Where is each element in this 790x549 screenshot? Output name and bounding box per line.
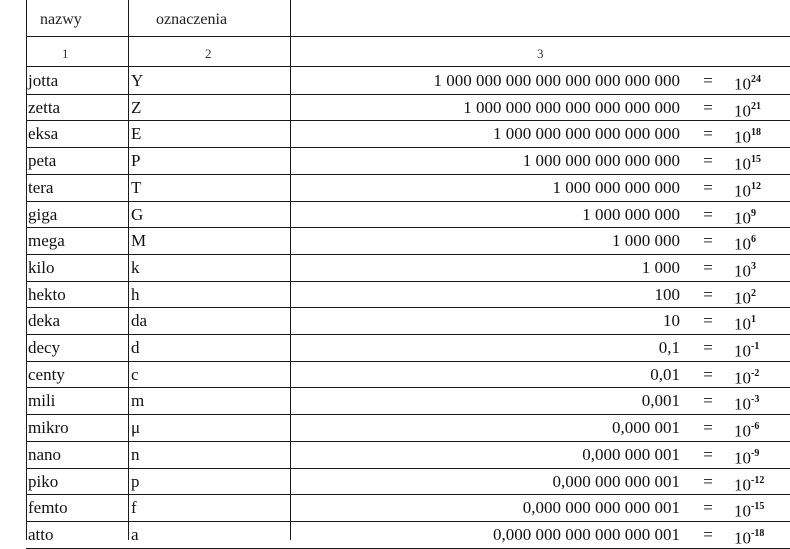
equals-sign: = xyxy=(703,151,713,171)
power-exponent: -6 xyxy=(751,421,760,433)
power-of-ten xyxy=(734,473,764,494)
power-base: 10 xyxy=(734,261,751,281)
power-exponent: 9 xyxy=(751,207,756,219)
prefix-symbol: da xyxy=(131,311,148,331)
column-number-divider xyxy=(26,66,790,67)
prefix-value: 0,000 001 xyxy=(612,418,680,438)
prefix-name: atto xyxy=(28,524,54,544)
row-divider xyxy=(26,307,790,308)
power-base: 10 xyxy=(734,368,751,388)
prefix-symbol: d xyxy=(131,338,140,357)
equals-sign: = xyxy=(703,444,713,464)
prefix-symbol: h xyxy=(131,284,140,304)
prefix-name: eksa xyxy=(28,124,59,144)
prefix-name: zetta xyxy=(28,97,61,117)
power-exponent: -18 xyxy=(751,527,765,539)
prefix-name: peta xyxy=(28,151,57,171)
prefix-symbol: f xyxy=(131,498,137,518)
row-divider xyxy=(26,361,790,362)
prefix-symbol: p xyxy=(131,471,140,491)
prefix-value: 0,01 xyxy=(650,364,680,384)
equals-sign: = xyxy=(703,498,713,518)
equals-sign: = xyxy=(703,418,713,438)
power-base: 10 xyxy=(734,234,751,254)
prefix-name: decy xyxy=(28,338,61,357)
power-of-ten xyxy=(734,72,761,93)
prefix-name: centy xyxy=(28,364,65,384)
row-divider xyxy=(26,468,790,469)
prefix-name: nano xyxy=(28,444,62,464)
row-divider xyxy=(26,227,790,228)
power-base: 10 xyxy=(734,421,751,441)
power-exponent: 6 xyxy=(751,234,756,246)
equals-sign: = xyxy=(703,177,713,197)
power-of-ten xyxy=(734,339,759,360)
power-base: 10 xyxy=(734,395,751,415)
power-of-ten xyxy=(734,179,761,200)
power-exponent: 1 xyxy=(751,314,756,326)
power-base: 10 xyxy=(734,475,751,495)
column-divider xyxy=(128,0,129,540)
prefix-value: 0,000 000 001 xyxy=(582,444,680,464)
prefix-value: 0,000 000 000 000 001 xyxy=(522,498,680,518)
prefix-name: deka xyxy=(28,311,61,331)
prefix-value: 0,001 xyxy=(641,391,680,411)
prefix-name: mili xyxy=(28,391,56,411)
prefix-symbol: a xyxy=(131,524,139,544)
left-border xyxy=(26,0,27,540)
prefix-symbol: E xyxy=(131,124,142,144)
prefix-value: 1 000 000 000 000 000 000 000 xyxy=(463,97,680,117)
prefix-symbol: m xyxy=(131,391,145,411)
power-of-ten xyxy=(734,392,759,413)
power-of-ten xyxy=(734,232,756,253)
prefix-value: 1 000 000 000 000 000 xyxy=(522,151,680,171)
power-exponent: 24 xyxy=(751,74,761,85)
power-of-ten xyxy=(734,152,761,173)
row-divider xyxy=(26,201,790,202)
header-names: nazwy xyxy=(40,11,82,28)
power-of-ten xyxy=(734,499,764,520)
row-divider xyxy=(26,281,790,282)
row-divider xyxy=(26,174,790,175)
power-base: 10 xyxy=(734,74,751,94)
equals-sign: = xyxy=(703,284,713,304)
prefix-symbol: c xyxy=(131,364,139,384)
prefix-value: 1 000 000 000 000 000 000 xyxy=(493,124,680,144)
row-divider xyxy=(26,147,790,148)
power-base: 10 xyxy=(734,528,751,548)
power-base: 10 xyxy=(734,128,751,148)
power-exponent: 21 xyxy=(751,100,761,112)
equals-sign: = xyxy=(703,311,713,331)
power-of-ten xyxy=(734,446,759,467)
equals-sign: = xyxy=(703,257,713,277)
power-exponent: -12 xyxy=(751,474,765,486)
prefix-value: 1 000 000 xyxy=(612,231,680,251)
power-exponent: 12 xyxy=(751,180,761,192)
prefix-symbol: M xyxy=(131,231,147,251)
equals-sign: = xyxy=(703,524,713,544)
row-divider xyxy=(26,334,790,335)
row-divider xyxy=(26,120,790,121)
power-base: 10 xyxy=(734,154,751,174)
power-exponent: 18 xyxy=(751,127,761,139)
column-number-2: 2 xyxy=(205,46,212,61)
power-base: 10 xyxy=(734,101,751,121)
prefix-value: 100 xyxy=(654,284,680,304)
prefix-name: giga xyxy=(28,204,58,224)
power-of-ten xyxy=(734,366,759,387)
column-number-1: 1 xyxy=(62,46,69,61)
power-of-ten xyxy=(734,206,756,227)
power-base: 10 xyxy=(734,208,751,228)
power-base: 10 xyxy=(734,181,751,201)
power-exponent: 15 xyxy=(751,154,761,166)
power-of-ten xyxy=(734,526,764,547)
prefix-value: 0,000 000 000 000 000 001 xyxy=(493,524,680,544)
power-exponent: -2 xyxy=(751,367,760,379)
prefix-symbol: k xyxy=(131,257,140,277)
prefix-symbol: G xyxy=(131,204,144,224)
row-divider xyxy=(26,387,790,388)
equals-sign: = xyxy=(703,204,713,224)
power-exponent: -15 xyxy=(751,501,765,513)
power-of-ten xyxy=(734,419,759,440)
power-of-ten xyxy=(734,312,756,333)
power-exponent: -9 xyxy=(751,447,760,459)
prefix-name: kilo xyxy=(28,257,55,277)
equals-sign: = xyxy=(703,471,713,491)
power-exponent: -1 xyxy=(751,341,760,352)
power-exponent: 2 xyxy=(751,287,756,299)
row-divider xyxy=(26,254,790,255)
power-exponent: -3 xyxy=(751,394,760,406)
prefix-value: 1 000 000 000 xyxy=(582,204,680,224)
prefix-value: 1 000 xyxy=(641,257,680,277)
power-exponent: 3 xyxy=(751,260,756,272)
equals-sign: = xyxy=(703,124,713,144)
row-divider xyxy=(26,94,790,95)
prefix-symbol: μ xyxy=(131,418,141,438)
column-number-3: 3 xyxy=(537,46,544,61)
prefix-value: 10 xyxy=(663,311,680,331)
header-divider xyxy=(26,36,790,37)
row-divider xyxy=(26,521,790,522)
prefix-name: piko xyxy=(28,471,59,491)
power-base: 10 xyxy=(734,501,751,521)
equals-sign: = xyxy=(703,391,713,411)
prefix-name: tera xyxy=(28,177,54,197)
prefix-value: 0,1 xyxy=(658,338,680,357)
prefix-name: mikro xyxy=(28,418,69,438)
equals-sign: = xyxy=(703,231,713,251)
header-symbols: oznaczenia xyxy=(156,11,228,28)
row-divider xyxy=(26,414,790,415)
prefix-name: mega xyxy=(28,231,65,251)
equals-sign: = xyxy=(703,97,713,117)
power-base: 10 xyxy=(734,448,751,468)
power-of-ten xyxy=(734,125,761,146)
prefix-symbol: n xyxy=(131,444,140,464)
prefix-symbol: P xyxy=(131,151,141,171)
prefix-name: hekto xyxy=(28,284,66,304)
power-of-ten xyxy=(734,286,756,307)
prefix-name: jotta xyxy=(28,71,59,90)
prefix-symbol: Y xyxy=(131,71,144,90)
row-divider xyxy=(26,441,790,442)
prefix-symbol: T xyxy=(131,177,142,197)
row-divider xyxy=(26,494,790,495)
power-base: 10 xyxy=(734,314,751,334)
prefix-value: 1 000 000 000 000 xyxy=(552,177,680,197)
prefix-value: 0,000 000 000 001 xyxy=(552,471,680,491)
prefix-symbol: Z xyxy=(131,97,142,117)
column-divider xyxy=(290,0,291,540)
power-base: 10 xyxy=(734,341,751,361)
equals-sign: = xyxy=(703,71,713,90)
equals-sign: = xyxy=(703,364,713,384)
equals-sign: = xyxy=(703,338,713,357)
prefix-name: femto xyxy=(28,498,68,518)
power-of-ten xyxy=(734,259,756,280)
prefix-value: 1 000 000 000 000 000 000 000 000 xyxy=(433,71,680,90)
power-of-ten xyxy=(734,99,761,120)
power-base: 10 xyxy=(734,288,751,308)
